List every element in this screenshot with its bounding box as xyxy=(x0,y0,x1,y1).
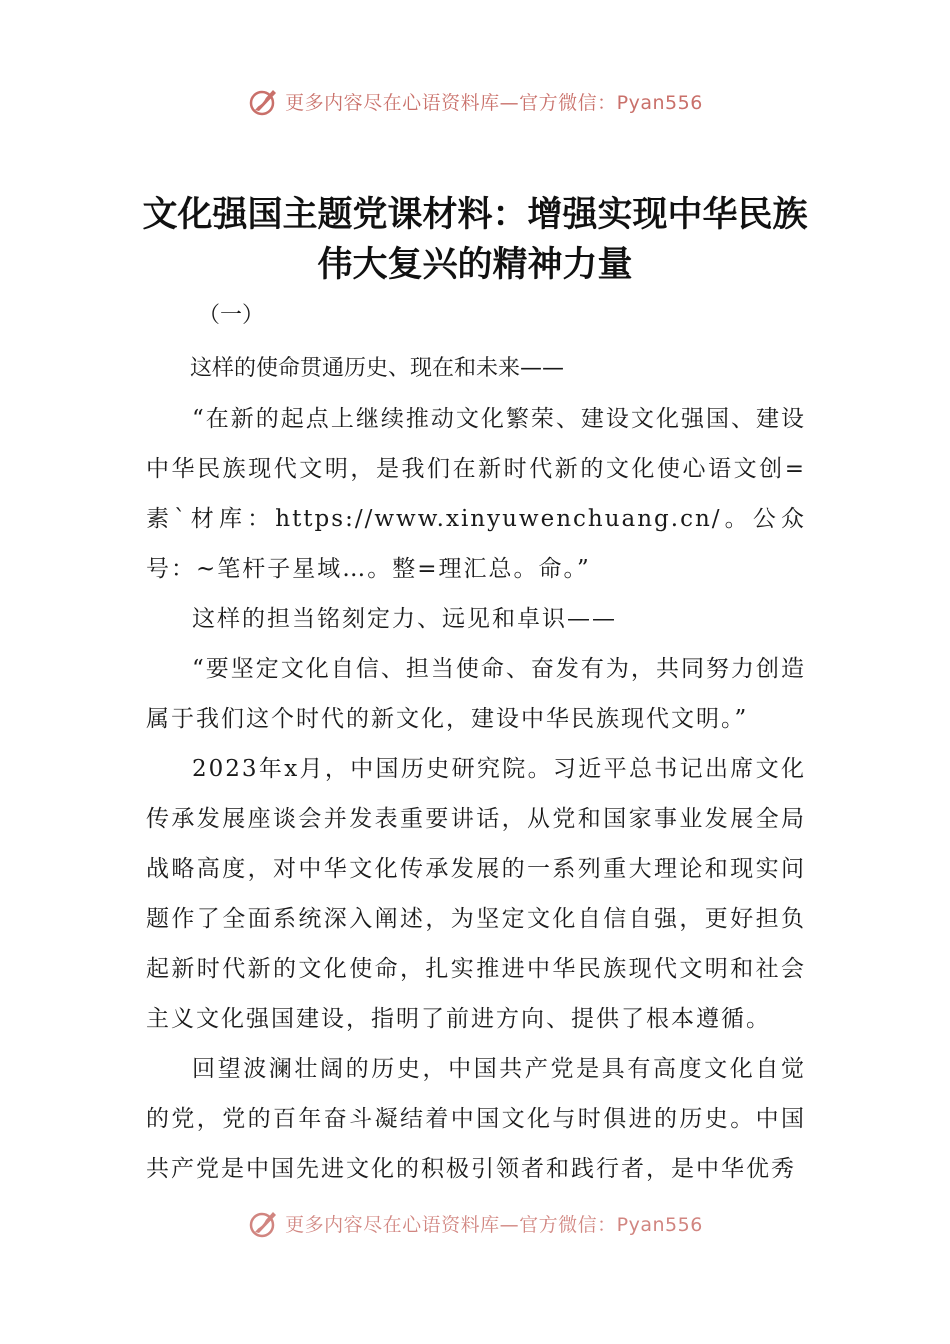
watermark-text: 更多内容尽在心语资料库—官方微信：Pyan556 xyxy=(285,1213,703,1236)
paragraph: 这样的使命贯通历史、现在和未来—— xyxy=(190,356,565,381)
paragraph: “要坚定文化自信、担当使命、奋发有为，共同努力创造属于我们这个时代的新文化，建设中华民族现代文明。” xyxy=(146,656,806,732)
document-title: 文化强国主题党课材料：增强实现中华民族伟大复兴的精神力量 xyxy=(142,194,808,285)
footer-watermark xyxy=(0,1206,950,1240)
paragraph: “在新的起点上继续推动文化繁荣、建设文化强国、建设中华民族现代文明，是我们在新时代新的文化使心语文创=素`材库：https://www.xinyuwenchuang.cn/。公众号：~笔杆子星域…。整=理汇总。命。” xyxy=(146,406,806,582)
paragraph: 2023年x月，中国历史研究院。习近平总书记出席文化传承发展座谈会并发表重要讲话，从党和国家事业发展全局战略高度，对中华文化传承发展的一系列重大理论和现实问题作了全面系统深入阐述，为坚定文化自信自强，更好担负起新时代新的文化使命，扎实推进中华民族现代文明和社会主义文化强国建设，指明了前进方向、提供了根本遵循。 xyxy=(146,756,806,1032)
section-heading: （一） xyxy=(198,303,265,328)
header-watermark xyxy=(0,84,950,118)
quill-pen-icon xyxy=(247,1206,281,1240)
quill-pen-icon xyxy=(247,84,281,118)
paragraph: 回望波澜壮阔的历史，中国共产党是具有高度文化自觉的党，党的百年奋斗凝结着中国文化与时俱进的历史。中国共产党是中国先进文化的积极引领者和践行者，是中华优秀 xyxy=(146,1056,806,1182)
document-body xyxy=(146,344,806,1194)
watermark-text: 更多内容尽在心语资料库—官方微信：Pyan556 xyxy=(285,91,703,114)
paragraph: 这样的担当铭刻定力、远见和卓识—— xyxy=(192,606,617,632)
